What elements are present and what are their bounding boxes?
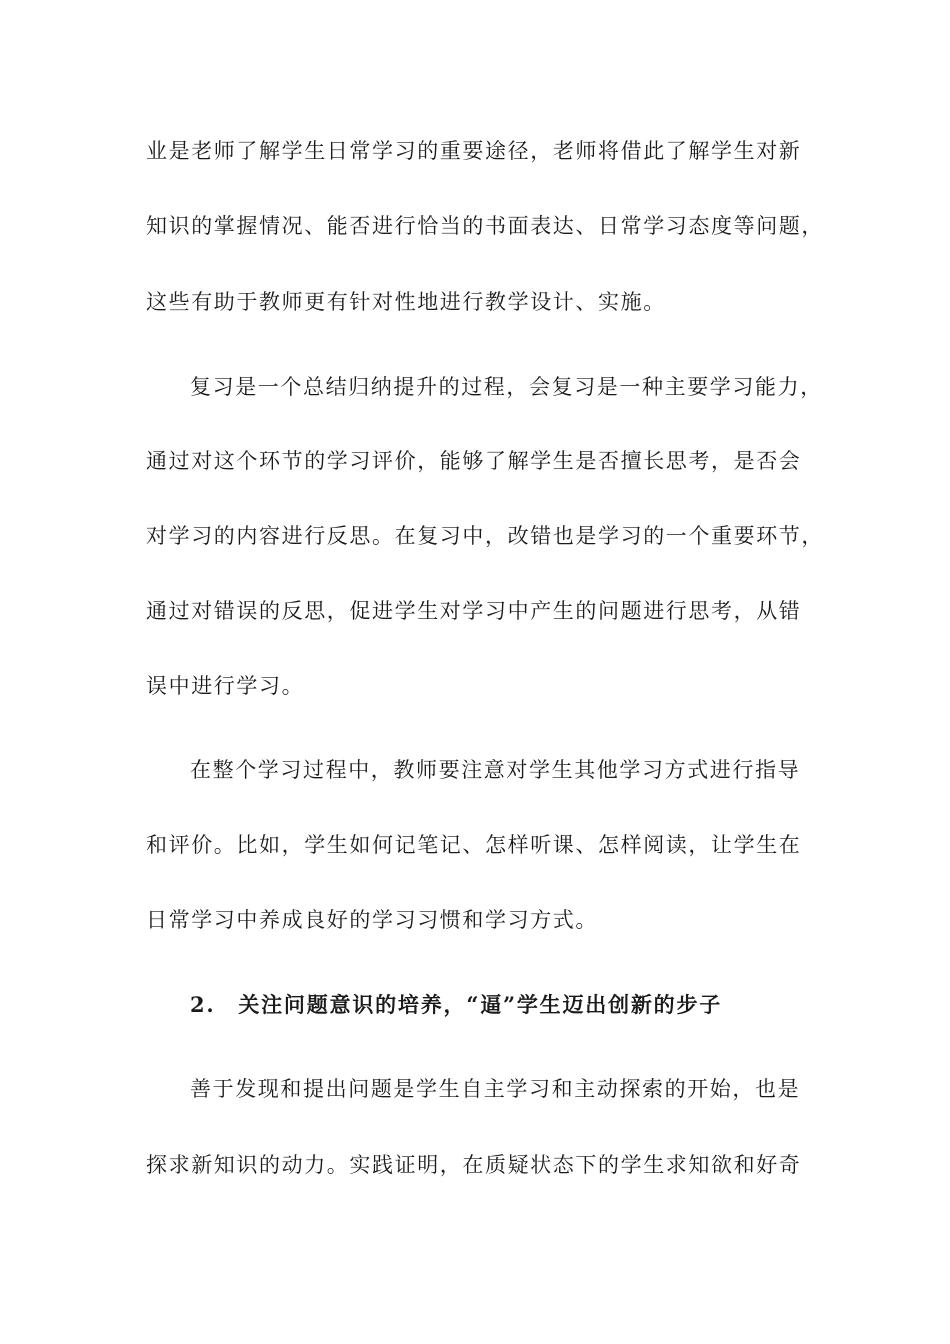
paragraph-1-line-1: 业是老师了解学生日常学习的重要途径，老师将借此了解学生对新 (146, 139, 802, 163)
paragraph-3-line-2: 和评价。比如，学生如何记笔记、怎样听课、怎样阅读，让学生在 (146, 833, 802, 857)
paragraph-2-line-1: 复习是一个总结归纳提升的过程，会复习是一种主要学习能力， (190, 375, 823, 399)
paragraph-2-line-2: 通过对这个环节的学习评价，能够了解学生是否擅长思考，是否会 (146, 449, 802, 473)
paragraph-4-line-1: 善于发现和提出问题是学生自主学习和主动探索的开始，也是 (190, 1077, 801, 1101)
paragraph-1-line-2: 知识的掌握情况、能否进行恰当的书面表达、日常学习态度等问题， (146, 214, 824, 238)
paragraph-2-line-4: 通过对错误的反思，促进学生对学习中产生的问题进行思考，从错 (146, 599, 802, 623)
paragraph-1-line-3: 这些有助于教师更有针对性地进行教学设计、实施。 (146, 290, 666, 314)
paragraph-2-line-3: 对学习的内容进行反思。在复习中，改错也是学习的一个重要环节， (146, 524, 824, 548)
paragraph-4-line-2: 探求新知识的动力。实践证明，在质疑状态下的学生求知欲和好奇 (146, 1153, 802, 1177)
section-heading: 2. 关注问题意识的培养，“逼”学生迈出创新的步子 (190, 992, 723, 1017)
paragraph-3-line-1: 在整个学习过程中，教师要注意对学生其他学习方式进行指导 (190, 758, 801, 782)
paragraph-2-line-5: 误中进行学习。 (146, 674, 305, 698)
paragraph-3-line-3: 日常学习中养成良好的学习习惯和学习方式。 (146, 908, 598, 932)
